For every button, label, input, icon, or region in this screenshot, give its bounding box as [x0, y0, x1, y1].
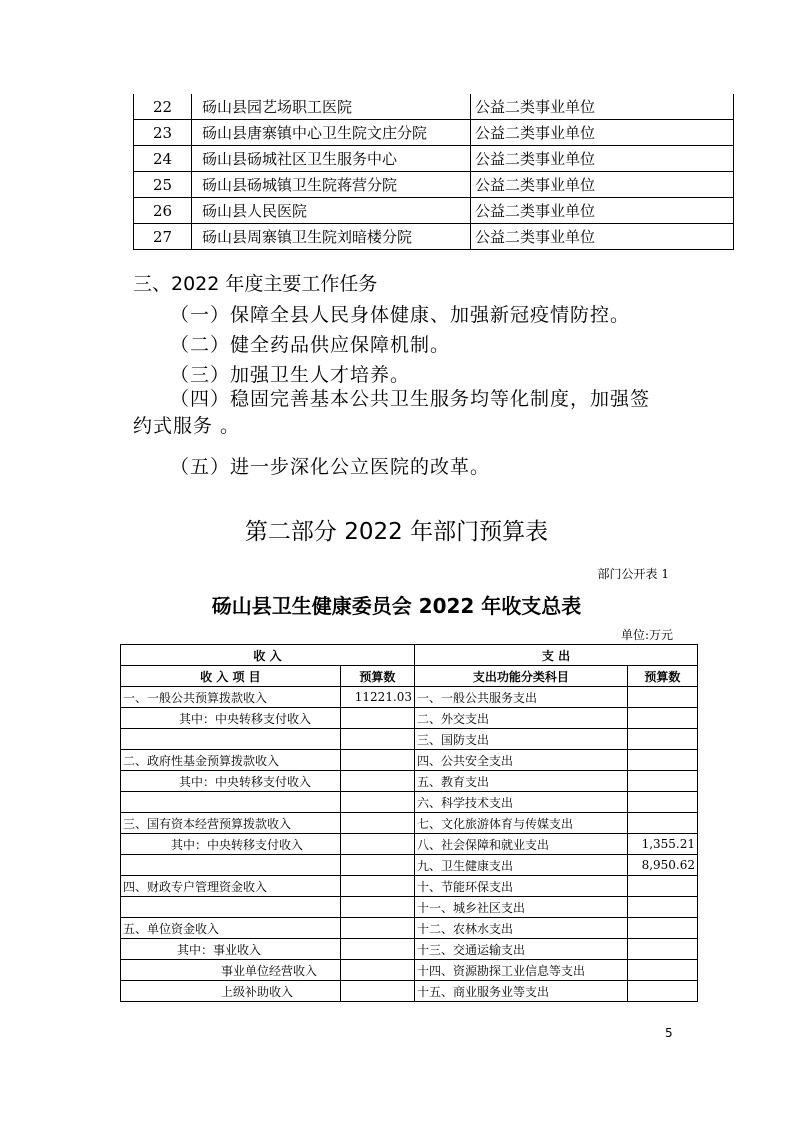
unit-name: 砀山县砀城社区卫生服务中心 [192, 146, 471, 172]
table-row [134, 94, 734, 120]
expense-header: 支 出 [415, 645, 698, 666]
income-item: 五、单位资金收入 [121, 918, 341, 939]
task-item-continued: 约式服务 。 [133, 415, 241, 437]
unit-type: 公益二类事业单位 [471, 120, 734, 146]
expense-amount [627, 729, 697, 750]
income-amount [340, 981, 414, 1002]
unit-no: 23 [134, 120, 192, 146]
expense-item: 十五、商业服务业等支出 [415, 981, 628, 1002]
income-amount [340, 708, 414, 729]
task-item: （一）保障全县人民身体健康、加强新冠疫情防控。 [170, 304, 631, 326]
expense-item: 四、公共安全支出 [415, 750, 628, 771]
table-row [121, 813, 698, 834]
unit-no: 24 [134, 146, 192, 172]
expense-item: 三、国防支出 [415, 729, 628, 750]
expense-item: 六、科学技术支出 [415, 792, 628, 813]
expense-item: 二、外交支出 [415, 708, 628, 729]
expense-amount [627, 771, 697, 792]
expense-item: 一、一般公共服务支出 [415, 687, 628, 708]
col-expense-item: 支出功能分类科目 [415, 666, 628, 687]
unit-type: 公益二类事业单位 [471, 172, 734, 198]
expense-amount [627, 792, 697, 813]
expense-amount [627, 897, 697, 918]
unit-no: 22 [134, 94, 192, 120]
unit-name: 砀山县砀城镇卫生院蒋营分院 [192, 172, 471, 198]
income-item [121, 897, 341, 918]
expense-item: 八、社会保障和就业支出 [415, 834, 628, 855]
table-header-row [121, 666, 698, 687]
unit-label: 单位:万元 [620, 628, 673, 642]
expense-item: 五、教育支出 [415, 771, 628, 792]
expense-amount [627, 708, 697, 729]
income-item: 二、政府性基金预算拨款收入 [121, 750, 341, 771]
expense-amount [627, 981, 697, 1002]
income-amount [340, 918, 414, 939]
table-row [134, 224, 734, 250]
col-expense-amount: 预算数 [627, 666, 697, 687]
page-number: 5 [665, 1026, 673, 1040]
table-header-row [121, 645, 698, 666]
table-row [121, 750, 698, 771]
expense-item: 十二、农林水支出 [415, 918, 628, 939]
expense-item: 七、文化旅游体育与传媒支出 [415, 813, 628, 834]
units-table [133, 94, 734, 250]
table-row [121, 729, 698, 750]
income-amount: 11221.03 [340, 687, 414, 708]
table-row [121, 897, 698, 918]
table-row [121, 771, 698, 792]
income-item: 一、一般公共预算拨款收入 [121, 687, 341, 708]
budget-table [120, 644, 698, 1002]
income-item: 其中：中央转移支付收入 [121, 771, 341, 792]
expense-item: 十三、交通运输支出 [415, 939, 628, 960]
expense-amount: 8,950.62 [627, 855, 697, 876]
income-amount [340, 939, 414, 960]
expense-amount [627, 960, 697, 981]
income-amount [340, 960, 414, 981]
income-item: 四、财政专户管理资金收入 [121, 876, 341, 897]
expense-amount [627, 876, 697, 897]
income-item [121, 792, 341, 813]
col-income-amount: 预算数 [340, 666, 414, 687]
income-item: 事业单位经营收入 [121, 960, 341, 981]
income-item: 三、国有资本经营预算拨款收入 [121, 813, 341, 834]
task-item: （四）稳固完善基本公共卫生服务均等化制度，加强签 [170, 388, 651, 410]
unit-name: 砀山县人民医院 [192, 198, 471, 224]
unit-no: 26 [134, 198, 192, 224]
unit-type: 公益二类事业单位 [471, 94, 734, 120]
table-row [134, 172, 734, 198]
expense-amount [627, 939, 697, 960]
table-row [121, 876, 698, 897]
section-heading: 三、2022 年度主要工作任务 [133, 273, 378, 295]
table-row [134, 120, 734, 146]
expense-amount [627, 687, 697, 708]
public-table-number: 部门公开表 1 [597, 567, 669, 581]
expense-amount [627, 813, 697, 834]
income-item: 其中：中央转移支付收入 [121, 834, 341, 855]
unit-type: 公益二类事业单位 [471, 224, 734, 250]
table-row [121, 834, 698, 855]
unit-type: 公益二类事业单位 [471, 198, 734, 224]
expense-item: 九、卫生健康支出 [415, 855, 628, 876]
income-amount [340, 813, 414, 834]
income-amount [340, 792, 414, 813]
table-row [121, 981, 698, 1002]
income-amount [340, 771, 414, 792]
unit-no: 27 [134, 224, 192, 250]
expense-item: 十一、城乡社区支出 [415, 897, 628, 918]
unit-name: 砀山县唐寨镇中心卫生院文庄分院 [192, 120, 471, 146]
table-row [121, 792, 698, 813]
table-row [134, 198, 734, 224]
task-item: （二）健全药品供应保障机制。 [170, 334, 451, 356]
income-amount [340, 750, 414, 771]
unit-name: 砀山县园艺场职工医院 [192, 94, 471, 120]
income-amount [340, 834, 414, 855]
task-item: （三）加强卫生人才培养。 [170, 364, 411, 386]
table-row [121, 687, 698, 708]
col-income-item: 收 入 项 目 [121, 666, 341, 687]
income-item: 其中：事业收入 [121, 939, 341, 960]
expense-amount: 1,355.21 [627, 834, 697, 855]
sheet-title: 砀山县卫生健康委员会 2022 年收支总表 [211, 594, 582, 618]
table-row [121, 708, 698, 729]
income-header: 收 入 [121, 645, 415, 666]
expense-amount [627, 750, 697, 771]
income-amount [340, 855, 414, 876]
income-item [121, 855, 341, 876]
income-item [121, 729, 341, 750]
income-amount [340, 876, 414, 897]
table-row [134, 146, 734, 172]
table-row [121, 960, 698, 981]
table-row [121, 918, 698, 939]
table-row [121, 855, 698, 876]
income-amount [340, 729, 414, 750]
unit-type: 公益二类事业单位 [471, 146, 734, 172]
unit-no: 25 [134, 172, 192, 198]
income-amount [340, 897, 414, 918]
income-item: 其中：中央转移支付收入 [121, 708, 341, 729]
part-title: 第二部分 2022 年部门预算表 [244, 519, 549, 545]
table-row [121, 939, 698, 960]
unit-name: 砀山县周寨镇卫生院刘暗楼分院 [192, 224, 471, 250]
task-item: （五）进一步深化公立医院的改革。 [170, 456, 491, 478]
income-item: 上级补助收入 [121, 981, 341, 1002]
expense-item: 十四、资源勘探工业信息等支出 [415, 960, 628, 981]
expense-amount [627, 918, 697, 939]
expense-item: 十、节能环保支出 [415, 876, 628, 897]
